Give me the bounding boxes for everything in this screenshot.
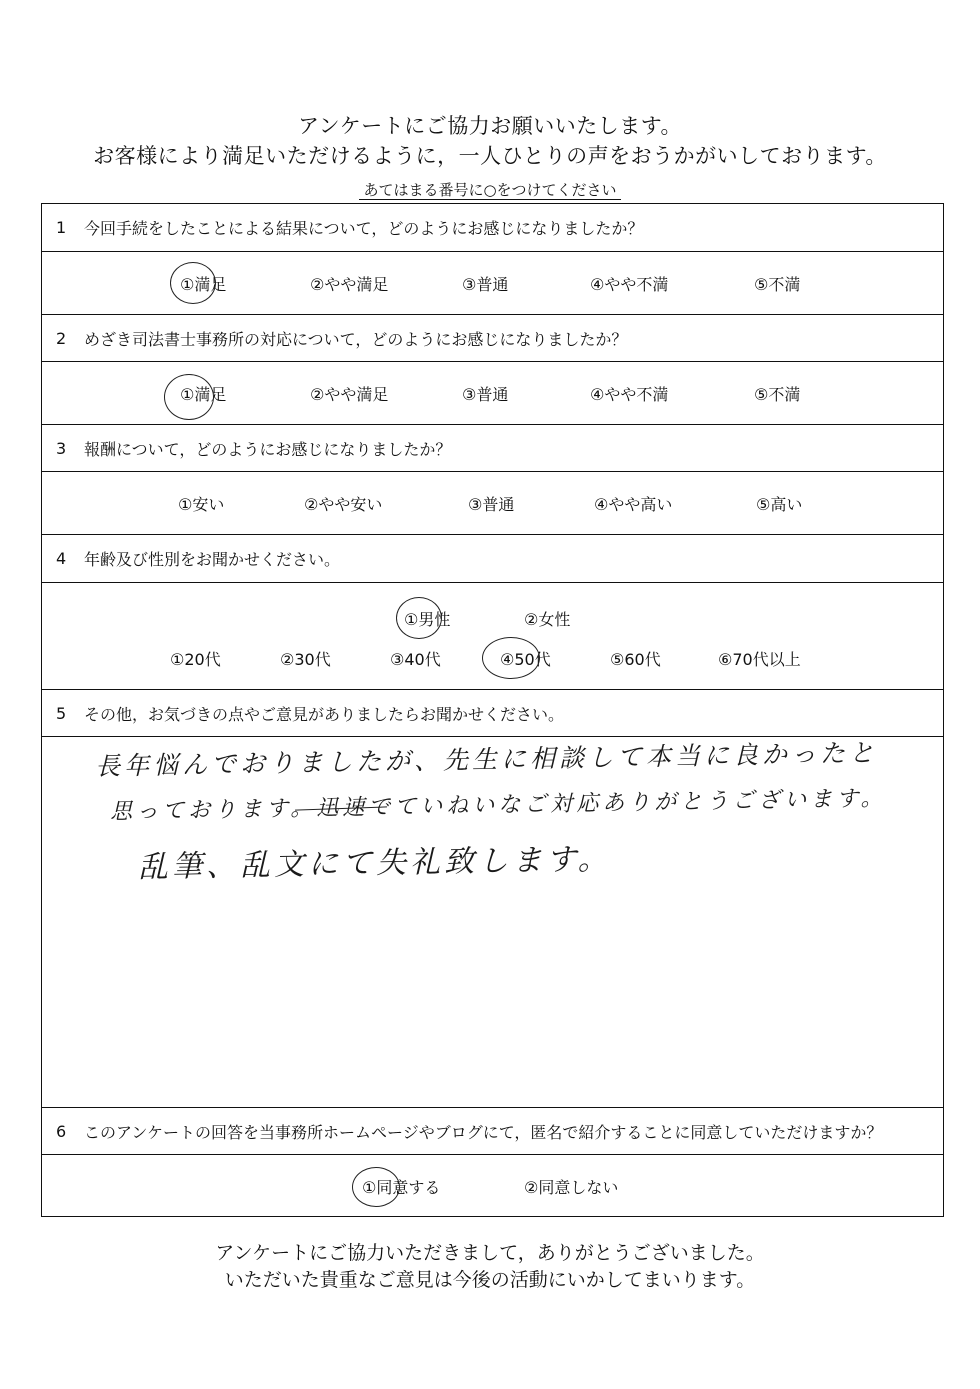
q4-gender-option-2[interactable]: ②女性 bbox=[524, 610, 571, 629]
survey-form bbox=[41, 203, 944, 1217]
q4-age-option-5[interactable]: ⑤60代 bbox=[610, 650, 661, 669]
q2-option-2[interactable]: ②やや満足 bbox=[310, 385, 389, 404]
question-text: めざき司法書士事務所の対応について，どのようにお感じになりましたか？ bbox=[84, 329, 628, 349]
question-6-answers bbox=[42, 1155, 943, 1216]
q4-age-option-1[interactable]: ①20代 bbox=[170, 650, 221, 669]
q3-option-1[interactable]: ①安い bbox=[178, 495, 225, 514]
q4-gender-option-1[interactable]: ①男性 bbox=[404, 610, 451, 629]
question-4-header bbox=[42, 535, 943, 583]
q1-option-1[interactable]: ①満足 bbox=[180, 275, 227, 294]
question-text: このアンケートの回答を当事務所ホームページやブログにて，匿名で紹介することに同意していただけますか？ bbox=[84, 1122, 883, 1142]
q1-option-4[interactable]: ④やや不満 bbox=[590, 275, 669, 294]
question-number: 1 bbox=[56, 218, 67, 237]
question-text: 年齢及び性別をお聞かせください。 bbox=[84, 550, 341, 569]
q2-option-5[interactable]: ⑤不満 bbox=[754, 385, 801, 404]
question-3-header bbox=[42, 425, 943, 472]
q3-option-4[interactable]: ④やや高い bbox=[594, 495, 673, 514]
q1-option-3[interactable]: ③普通 bbox=[462, 275, 509, 294]
question-1-answers bbox=[42, 252, 943, 315]
intro-line-1: アンケートにご協力お願いいたします。 bbox=[297, 114, 683, 138]
question-number: 2 bbox=[56, 328, 67, 348]
q6-option-2[interactable]: ②同意しない bbox=[524, 1178, 619, 1197]
q3-option-5[interactable]: ⑤高い bbox=[756, 495, 803, 514]
question-2-header bbox=[42, 315, 943, 362]
q4-age-option-6[interactable]: ⑥70代以上 bbox=[718, 650, 801, 669]
handwritten-comment-line-2: 思っております。迅速でていねいなご対応ありがとうございます。 bbox=[109, 786, 887, 825]
question-5-header bbox=[42, 690, 943, 737]
handwritten-comment-line-1: 長年悩んでおりましたが、先生に相談して本当に良かったと bbox=[94, 738, 879, 781]
q2-option-3[interactable]: ③普通 bbox=[462, 385, 509, 404]
question-6-header bbox=[42, 1108, 943, 1155]
question-text: その他，お気づきの点やご意見がありましたらお聞かせください。 bbox=[84, 704, 565, 724]
q3-option-2[interactable]: ②やや安い bbox=[304, 495, 383, 514]
question-number: 6 bbox=[56, 1121, 67, 1141]
q4-age-option-2[interactable]: ②30代 bbox=[280, 650, 331, 669]
q1-option-5[interactable]: ⑤不満 bbox=[754, 275, 801, 294]
q2-option-1[interactable]: ①満足 bbox=[180, 385, 227, 404]
question-text: 報酬について，どのようにお感じになりましたか？ bbox=[84, 439, 452, 459]
q4-age-option-3[interactable]: ③40代 bbox=[390, 650, 441, 669]
instruction-text: あてはまる番号に○をつけてください bbox=[0, 179, 980, 200]
q1-option-2[interactable]: ②やや満足 bbox=[310, 275, 389, 294]
question-text: 今回手続をしたことによる結果について，どのようにお感じになりましたか？ bbox=[84, 219, 644, 238]
q3-option-3[interactable]: ③普通 bbox=[468, 495, 515, 514]
q6-option-1[interactable]: ①同意する bbox=[362, 1178, 441, 1197]
question-4-answers bbox=[42, 583, 943, 690]
question-number: 4 bbox=[56, 549, 67, 568]
handwritten-comment-line-3: 乱筆、乱文にて失礼致します。 bbox=[137, 841, 612, 886]
question-1-header bbox=[42, 204, 943, 252]
closing-line-2: いただいた貴重なご意見は今後の活動にいかしてまいります。 bbox=[224, 1269, 756, 1291]
question-number: 3 bbox=[56, 438, 67, 458]
q4-age-option-4[interactable]: ④50代 bbox=[500, 650, 551, 669]
q2-option-4[interactable]: ④やや不満 bbox=[590, 385, 669, 404]
intro-line-2: お客様により満足いただけるように，一人ひとりの声をおうかがいしております。 bbox=[93, 144, 887, 168]
question-3-answers bbox=[42, 472, 943, 535]
question-number: 5 bbox=[56, 703, 67, 723]
question-2-answers bbox=[42, 362, 943, 425]
closing-line-1: アンケートにご協力いただきまして，ありがとうございました。 bbox=[215, 1242, 765, 1264]
